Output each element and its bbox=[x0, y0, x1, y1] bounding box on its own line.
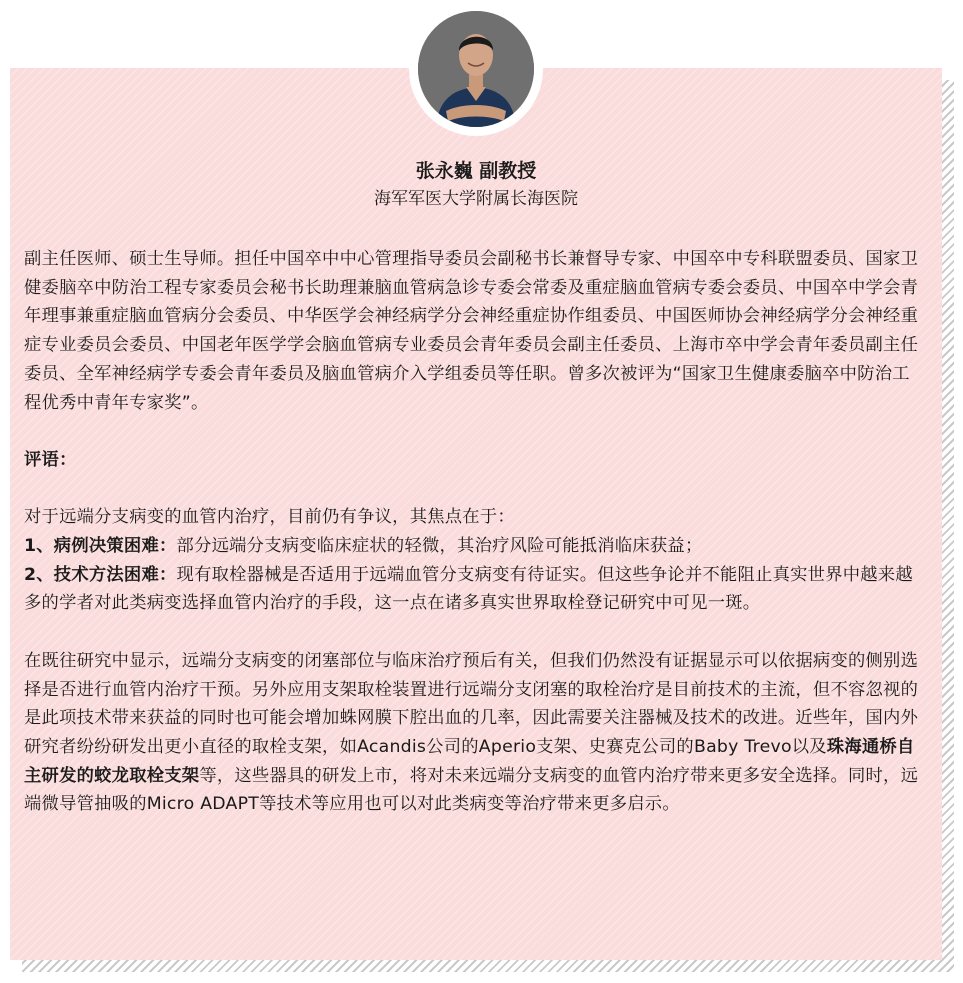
doctor-name: 张永巍 副教授 bbox=[415, 160, 537, 182]
profile-header bbox=[10, 157, 942, 213]
avatar-photo bbox=[418, 11, 534, 127]
point-text: 部分远端分支病变临床症状的轻微，其治疗风险可能抵消临床获益； bbox=[176, 536, 703, 556]
bio-paragraph: 副主任医师、硕士生导师。担任中国卒中中心管理指导委员会副秘书长兼督导专家、中国卒中专科联盟委员、国家卫健委脑卒中防治工程专家委员会秘书长助理兼脑血管病急诊专委会常委及重症脑血管病专委会委员、中国卒中学会青年理事兼重症脑血管病分会委员、中华医学会神经病学分会神经重症协作组委员、中国医师协会神经病学分会神经重症专业委员会委员、中国老年医学学会脑血管病专业委员会青年委员会副主任委员、上海市卒中学会青年委员副主任委员、全军神经病学专委会青年委员及脑血管病介入学组委员等任职。曾多次被评为“国家卫生健康委脑卒中防治工程优秀中青年专家奖”。 bbox=[24, 249, 919, 413]
point-text: 现有取栓器械是否适用于远端血管分支病变有待证实。但这些争论并不能阻止真实世界中越来越多的学者对此类病变选择血管内治疗的手段，这一点在诸多真实世界取栓登记研究中可见一斑。 bbox=[24, 564, 913, 614]
point-label: 2、技术方法困难： bbox=[24, 564, 177, 585]
research-paragraph bbox=[24, 647, 926, 819]
research-text: 在既往研究中显示，远端分支病变的闭塞部位与临床治疗预后有关，但我们仍然没有证据显示可以依据病变的侧别选择是否进行血管内治疗干预。另外应用支架取栓装置进行远端分支闭塞的取栓治疗是目前技术的主流，但不容忽视的是此项技术带来获益的同时也可能会增加蛛网膜下腔出血的几率，因此需要关注器械及技术的改进。近些年，国内外研究者纷纷研发出更小直径的取栓支架，如Acandis公司的Aperio支架、史赛克公司的Baby Trevo以及 bbox=[24, 650, 919, 757]
avatar bbox=[418, 11, 534, 127]
article-content bbox=[24, 245, 926, 819]
doctor-affiliation: 海军军医大学附属长海医院 bbox=[374, 189, 578, 209]
research-text-end: 等，这些器具的研发上市，将对未来远端分支病变的血管内治疗带来更多安全选择。同时，远端微导管抽吸的Micro ADAPT等技术等应用也可以对此类病变等治疗带来更多启示。 bbox=[24, 765, 919, 815]
comment-heading: 评语： bbox=[24, 449, 77, 470]
point-label: 1、病例决策困难： bbox=[24, 536, 177, 556]
comment-point bbox=[24, 561, 926, 618]
comment-point bbox=[24, 532, 926, 561]
research-highlight: 珠海通桥自主研发的蛟龙取栓支架 bbox=[24, 736, 915, 786]
comment-intro: 对于远端分支病变的血管内治疗，目前仍有争议，其焦点在于： bbox=[24, 507, 515, 528]
